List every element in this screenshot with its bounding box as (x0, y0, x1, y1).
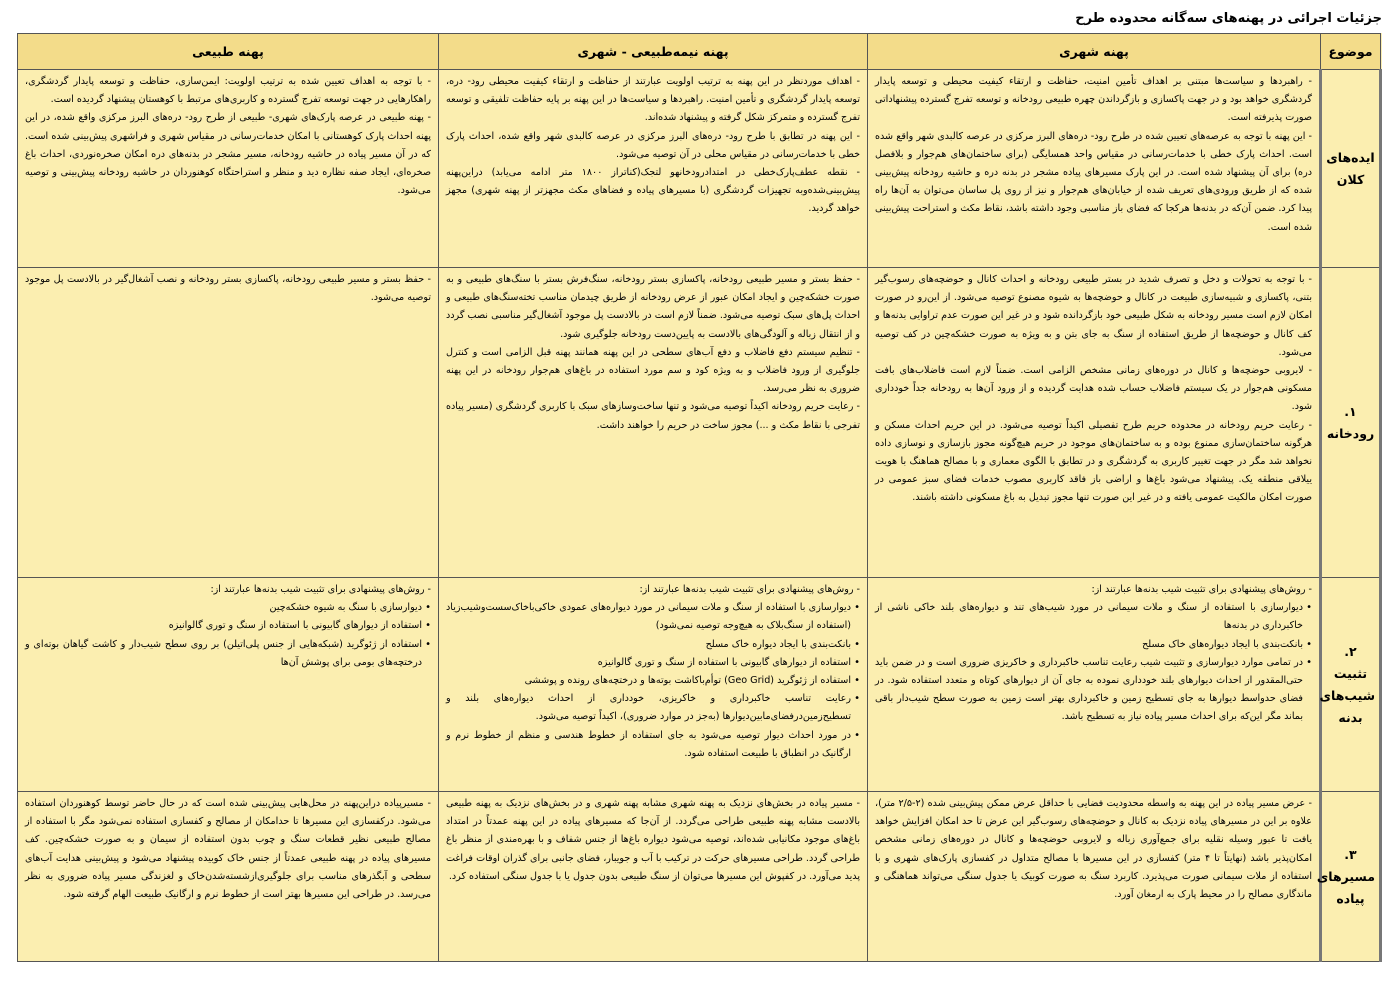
list-item: • استفاده از ژئوگرید (شبکه‌هایی از جنس پلی‌اتیلن) بر روی سطح شیب‌دار و کاشت گیاهان بوته‌ای و درختچه‌های بومی برای پوشش آن‌ها (25, 636, 431, 672)
cell-natural (18, 268, 439, 578)
table-row (18, 70, 1381, 268)
paragraph: - این پهنه با توجه به عرصه‌های تعیین شده در طرح رود- دره‌های البرز مرکزی در عرصه کالبدی شهر واقع شده است. احداث پارک خطی با خدمات‌رسانی در مقیاس واحد همسایگی (برای ساختمان‌های هم‌جوار و بلافصل دره) برای آن پیشنهاد شده است. در این پارک مسیرهای پیاده مشجر در بدنه دره و حاشیه رودخانه پیش‌بینی شده که از طریق ورودی‌های تعریف شده از خیابان‌های هم‌جوار و نیز از روی پل ساسان می‌توان به آن‌ها راه پیدا کرد. ضمن آن‌که در بدنه‌ها هرکجا که فضای باز مناسبی وجود داشته باشد، نقاط مکث و استراحت پیش‌بینی شده است. (875, 130, 1312, 233)
list-item: • دیوارسازی با استفاده از سنگ و ملات سیمانی در مورد دیواره‌های عمودی خاکی‌باخاک‌سست‌وشیب‌زیاد (استفاده از سنگ‌بلاک به هیچ‌وجه توصیه نمی‌شود) (446, 599, 860, 635)
paragraph: - مسیر پیاده در بخش‌های نزدیک به پهنه شهری مشابه پهنه شهری و در بخش‌های نزدیک به پهنه طبیعی بالادست مشابه پهنه طبیعی طراحی می‌گردد. از آن‌جا که مسیرهای پیاده در این پهنه عمدتاً در امتداد باغ‌های موجود مکانیابی شده‌اند، توصیه می‌شود دیواره باغ‌ها از جنس شفاف و با بهره‌مندی از منظر باغ طراحی گردد. طراحی مسیرهای حرکت در ترکیب با آب و جویبار، فضای جانبی برای گذران اوقات فراغت پدید می‌آورد. در کفپوش این مسیرها می‌توان از سنگ طبیعی بدون جدول یا با جدول سنگی استفاده کرد. (446, 798, 860, 882)
table-row (18, 792, 1381, 962)
page-title: جزئیات اجرائی در پهنه‌های سه‌گانه محدوده طرح (1075, 11, 1382, 26)
cell-semi-natural (439, 70, 868, 268)
paragraph: - تنظیم سیستم دفع فاضلاب و دفع آب‌های سطحی در این پهنه همانند پهنه قبل الزامی است و کنترل جلوگیری از ورود فاضلاب و به ویژه کود و سم مورد استفاده در باغ‌های هم‌جوار رودخانه در این پهنه ضروری به نظر می‌رسد. (446, 346, 860, 395)
paragraph: - با توجه به تحولات و دخل و تصرف شدید در بستر طبیعی رودخانه و احداث کانال و حوضچه‌های رسوب‌گیر بتنی، پاکسازی و شبیه‌سازی طبیعت در کانال و حوضچه‌ها به شیوه مصنوع توصیه می‌شود. از این‌رو در صورت امکان لازم است مسیر رودخانه به شکل طبیعی خود بازگردانده شود و در غیر این صورت عدم تراوایی بدنه‌ها و کف کانال و حوضچه‌ها از طریق استفاده از سنگ به جای بتن و به ویژه به صورت خشکه‌چین در کف توصیه می‌شود. (875, 274, 1312, 358)
list-item: • استفاده از ژئوگرید (Geo Grid) توأم‌باکاشت بوته‌ها و درختچه‌های رونده و پوششی (446, 672, 860, 690)
table-header-row (18, 34, 1381, 70)
list-item: • بانکت‌بندی با ایجاد دیواره خاک مسلح (446, 636, 860, 654)
header-natural: پهنه طبیعی (18, 34, 439, 70)
cell-semi-natural (439, 268, 868, 578)
row-topic: ۲. تثبیت شیب‌های بدنه (1321, 578, 1381, 792)
paragraph: - با توجه به اهداف تعیین شده به ترتیب اولویت: ایمن‌سازی، حفاظت و توسعه پایدار گردشگری، راهکارهایی در جهت توسعه تفرج گسترده و کاربری‌های مرتبط با کوهستان پیشنهاد گردیده است. (25, 76, 431, 106)
paragraph: - رعایت حریم رودخانه اکیداً توصیه می‌شود و تنها ساخت‌وسازهای سبک با کاربری گردشگری (مسیر پیاده تفرجی با نقاط مکث و ...) مجوز ساخت در حریم را خواهند داشت. (446, 401, 860, 431)
details-table (17, 33, 1382, 962)
cell-urban (868, 70, 1321, 268)
paragraph: - لایروبی حوضچه‌ها و کانال در دوره‌های زمانی مشخص الزامی است. ضمناً لازم است فاضلاب‌های بافت مسکونی هم‌جوار در یک سیستم فاضلاب حساب شده هدایت گردیده و از ورود آن‌ها به رودخانه جداً خودداری شود. (875, 365, 1312, 413)
cell-natural (18, 578, 439, 792)
list-intro: - روش‌های پیشنهادی برای تثبیت شیب بدنه‌ها عبارتند از: (639, 584, 860, 595)
header-urban: پهنه شهری (868, 34, 1321, 70)
cell-natural (18, 792, 439, 962)
row-topic: ۱. رودخانه (1321, 268, 1381, 578)
bullet-list (25, 599, 431, 672)
list-item: • در تمامی موارد دیوارسازی و تثبیت شیب رعایت تناسب خاکبرداری و خاکریزی ضروری است و در ضمن باید حتی‌المقدور از احداث دیوارهای بلند خودداری نموده به جای آن از دیوارهای کوتاه و متعدد استفاده شود. در فضای حدواسط دیوارها به جای تسطیح زمین و خاکبرداری بهتر است زمین به صورت سطح شیب‌دار باقی بماند مگر این‌که برای احداث مسیر پیاده نیاز به تسطیح باشد. (875, 654, 1312, 727)
paragraph: - راهبردها و سیاست‌ها مبتنی بر اهداف تأمین امنیت، حفاظت و ارتقاء کیفیت محیطی و توسعه پایدار گردشگری خواهد بود و در جهت پاکسازی و بازگرداندن چهره طبیعی رودخانه و توسعه تفرج گسترده پیشنهاداتی صورت پذیرفته است. (875, 76, 1312, 124)
list-intro: - روش‌های پیشنهادی برای تثبیت شیب بدنه‌ها عبارتند از: (1091, 584, 1312, 595)
paragraph: - رعایت حریم رودخانه در محدوده حریم طرح تفصیلی اکیداً توصیه می‌شود. در این حریم احداث مسکن و هرگونه ساختمان‌سازی ممنوع بوده و به ساختمان‌های موجود در حریم هیچ‌گونه مجوز بازسازی و نوسازی داده نخواهد شد مگر در جهت تغییر کاربری به گردشگری و در تطابق با الگوی معماری و با مصالح هماهنگ با هویت ییلاقی منطقه یک. پیشنهاد می‌شود باغ‌ها و اراضی باز فاقد کاربری مصوب خدمات فضای سبز عمومی در صورت امکان مالکیت عمومی یافته و در غیر این صورت تنها مجوز تبدیل به باغ مسکونی داشته باشند. (875, 419, 1312, 504)
paragraph: - اهداف موردنظر در این پهنه به ترتیب اولویت عبارتند از حفاظت و ارتقاء کیفیت محیطی رود- دره، توسعه پایدار گردشگری و تأمین امنیت. راهبردها و سیاست‌ها در این پهنه بر پایه حفاظت تلفیقی و توسعه تفرج گسترده و متمرکز شکل گرفته و پیشنهاد شده‌اند. (446, 76, 860, 124)
list-item: • استفاده از دیوارهای گابیونی با استفاده از سنگ و توری گالوانیزه (25, 617, 431, 635)
list-item: • استفاده از دیوارهای گابیونی با استفاده از سنگ و توری گالوانیزه (446, 654, 860, 672)
header-topic: موضوع (1321, 34, 1381, 70)
list-item: • بانکت‌بندی با ایجاد دیواره‌های خاک مسلح (875, 636, 1312, 654)
list-item: • دیوارسازی با استفاده از سنگ و ملات سیمانی در مورد شیب‌های تند و دیواره‌های بلند خاکی ناشی از خاکبرداری در بدنه‌ها (875, 599, 1312, 635)
paragraph: - حفظ بستر و مسیر طبیعی رودخانه، پاکسازی بستر رودخانه و نصب آشغال‌گیر در بالادست پل موجود توصیه می‌شود. (25, 274, 431, 304)
table-row (18, 268, 1381, 578)
paragraph: - مسیرپیاده دراین‌پهنه در محل‌هایی پیش‌بینی شده است که در حال حاضر توسط کوهنوردان استفاده می‌شود. درکفسازی این مسیرها تا حدامکان از مصالح و کفسازی استفاده نمی‌شود مگر با استفاده از مصالح طبیعی نظیر قطعات سنگ و چوب بدون استفاده از سیمان و به صورت خشکه‌چین. کف مسیرهای پیاده در پهنه طبیعی عمدتاً از جنس خاک کوبیده پیشنهاد می‌شود و پیش‌بینی هدایت آب‌های سطحی و آبگذرهای مناسب برای جلوگیری‌ازشسته‌شدن‌خاک و لغزندگی مسیر پیاده ضروری به نظر می‌رسد. در طراحی این مسیرها بهتر است از خطوط نرم و ارگانیک طبیعت الهام گرفته شود. (25, 798, 431, 901)
paragraph: - حفظ بستر و مسیر طبیعی رودخانه، پاکسازی بستر رودخانه، سنگ‌فرش بستر با سنگ‌های طبیعی و به صورت خشکه‌چین و ایجاد امکان عبور از عرض رودخانه از طریق چیدمان مناسب تخته‌سنگ‌های طبیعی و احداث پل‌های سبک توصیه می‌شود. ضمناً لازم است در بالادست پل موجود آشغال‌گیر مناسبی نصب گردد و از انتقال زباله و آلودگی‌های بالادست به پایین‌دست رودخانه جلوگیری شود. (446, 274, 860, 340)
cell-semi-natural (439, 578, 868, 792)
details-table-container (19, 33, 1382, 962)
table-row (18, 578, 1381, 792)
bullet-list (875, 599, 1312, 726)
header-semi-natural: پهنه نیمه‌طبیعی - شهری (439, 34, 868, 70)
cell-semi-natural (439, 792, 868, 962)
row-topic: ایده‌های کلان (1321, 70, 1381, 268)
list-item: • رعایت تناسب خاکبرداری و خاکریزی، خودداری از احداث دیواره‌های بلند و تسطیح‌زمین‌درفضای‌مابین‌دیوارها (به‌جز در موارد ضروری)، اکیداً توصیه می‌شود. (446, 690, 860, 726)
paragraph: - نقطه عطف‌پارک‌خطی در امتدادرودخانهو لتجک(کناتراز ۱۸۰۰ متر ادامه می‌یابد) دراین‌پهنه پیش‌بینی‌شده‌وبه تجهیزات گردشگری (با مسیرهای پیاده و فضاهای مکث مجهزتر از پهنه شهری) مجهز خواهد گردید. (446, 167, 860, 215)
paragraph: - عرض مسیر پیاده در این پهنه به واسطه محدودیت فضایی با حداقل عرض ممکن پیش‌بینی شده (۲-۲/۵ متر)، علاوه بر این در مسیرهای پیاده نزدیک به کانال و حوضچه‌های رسوب‌گیر این عرض تا حد امکان افزایش خواهد یافت تا عبور وسیله نقلیه برای جمع‌آوری زباله و لایروبی حوضچه‌ها و کانال در دوره‌های زمانی مشخص امکان‌پذیر باشد (نهایتاً تا ۴ متر) کفسازی در این مسیرها با مصالح متداول در کفسازی پارک‌های شهری و با استفاده از ملات سیمانی صورت می‌پذیرد. کاربرد سنگ به صورت کوبیک یا جدول سنگی می‌تواند هماهنگی و ماندگاری مصالح را در محیط پارک به ارمغان آورد. (875, 798, 1312, 901)
bullet-list (446, 599, 860, 763)
list-intro: - روش‌های پیشنهادی برای تثبیت شیب بدنه‌ها عبارتند از: (210, 584, 431, 595)
row-topic: ۳. مسیرهای پیاده (1321, 792, 1381, 962)
cell-urban (868, 268, 1321, 578)
cell-natural (18, 70, 439, 268)
paragraph: - این پهنه در تطابق با طرح رود- دره‌های البرز مرکزی در عرصه کالبدی شهر واقع شده، احداث پارک خطی با خدمات‌رسانی در مقیاس محلی در آن توصیه می‌شود. (446, 130, 860, 160)
list-item: • در مورد احداث دیوار توصیه می‌شود به جای استفاده از خطوط هندسی و منظم از خطوط نرم و ارگانیک در انطباق با طبیعت استفاده شود. (446, 727, 860, 763)
paragraph: - پهنه طبیعی در عرصه پارک‌های شهری- طبیعی از طرح رود- دره‌های البرز مرکزی واقع شده، در این پهنه احداث پارک کوهستانی با امکان خدمات‌رسانی در مقیاس شهری و فراشهری پیش‌بینی شده است. که در آن مسیر پیاده در حاشیه رودخانه، مسیر مشجر در بدنه‌های دره امکان صخره‌نوردی، احداث باغ صخره‌ای، ایجاد صفه نظاره دید و منظر و استراحتگاه کوهنوردان در حاشیه رودخانه پیش‌بینی و توصیه می‌شود. (25, 112, 431, 197)
list-item: • دیوارسازی با سنگ به شیوه خشکه‌چین (25, 599, 431, 617)
cell-urban (868, 578, 1321, 792)
cell-urban (868, 792, 1321, 962)
